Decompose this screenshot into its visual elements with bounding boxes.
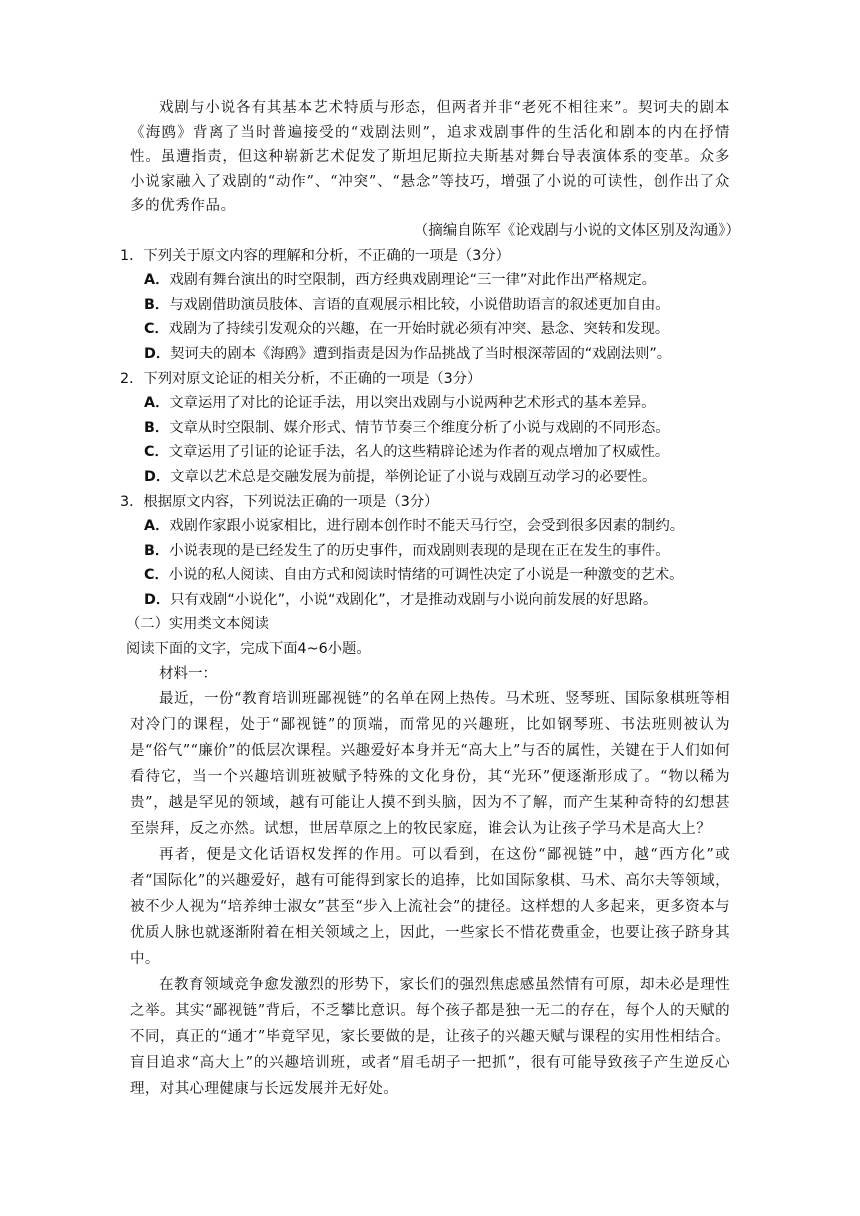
section-title: （二）实用类文本阅读 — [126, 616, 269, 633]
option-letter: D． — [144, 468, 171, 485]
document-page — [120, 96, 740, 1102]
option-text: 戏剧作家跟小说家相比，进行剧本创作时不能天马行空，会受到很多因素的制约。 — [169, 518, 685, 535]
option-text: 小说表现的是已经发生了的历史事件，而戏剧则表现的是现在正在发生的事件。 — [169, 542, 670, 559]
option-letter: C． — [144, 567, 169, 584]
question-option — [130, 416, 730, 441]
option-text: 只有戏剧“小说化”，小说“戏剧化”，才是推动戏剧与小说向前发展的好思路。 — [170, 591, 658, 608]
option-text: 文章以艺术总是交融发展为前提，举例论证了小说与戏剧互动学习的必要性。 — [170, 468, 657, 485]
question-option — [130, 268, 730, 293]
option-text: 契诃夫的剧本《海鸥》遭到指责是因为作品挑战了当时根深蒂固的“戏剧法则”。 — [170, 345, 672, 362]
option-letter: B． — [144, 542, 170, 559]
question-option — [130, 465, 730, 490]
option-letter: B． — [144, 296, 170, 313]
option-letter: A． — [144, 395, 170, 412]
material-paragraph: 在教育领域竞争愈发激烈的形势下，家长们的强烈焦虑感虽然情有可原，却未必是理性之举。其实“鄙视链”背后，不乏攀比意识。每个孩子都是独一无二的存在，每个人的天赋的不同，真正的“通才”毕竟罕见，家长要做的是，让孩子的兴趣天赋与课程的实用性相结合。盲目追求“高大上”的兴趣培训班，或者“眉毛胡子一把抓”，很有可能导致孩子产生逆反心理，对其心理健康与长远发展并无好处。 — [130, 977, 730, 1098]
question-option — [130, 342, 730, 367]
option-letter: D． — [144, 591, 171, 608]
question-3 — [120, 490, 730, 613]
option-text: 戏剧有舞台演出的时空限制，西方经典戏剧理论“三一律”对此作出严格规定。 — [169, 272, 656, 289]
question-option — [130, 588, 730, 613]
intro-paragraph: 戏剧与小说各有其基本艺术特质与形态，但两者并非“老死不相往来”。契诃夫的剧本《海鸥》背离了当时普遍接受的“戏剧法则”，追求戏剧事件的生活化和剧本的内在抒情性。虽遭指责，但这种崭新艺术促发了斯坦尼斯拉夫斯基对舞台导表演体系的变革。众多小说家融入了戏剧的“动作”、“冲突”、“悬念”等技巧，增强了小说的可读性，创作出了众多的优秀作品。 — [130, 100, 730, 215]
question-option — [130, 391, 730, 416]
option-text: 戏剧为了持续引发观众的兴趣，在一开始时就必须有冲突、悬念、突转和发现。 — [168, 321, 670, 338]
question-option — [130, 440, 730, 465]
material-paragraph: 最近，一份“教育培训班鄙视链”的名单在网上热传。马术班、竖琴班、国际象棋班等相对冷门的课程，处于“鄙视链”的顶端，而常见的兴趣班，比如钢琴班、书法班则被认为是“俗气”“廉价”的低层次课程。兴趣爱好本身并无“高大上”与否的属性，关键在于人们如何看待它，当一个兴趣培训班被赋予特殊的文化身份，其“光环”便逐渐形成了。“物以稀为贵”，越是罕见的领域，越有可能让人摸不到头脑，因为不了解，而产生某种奇特的幻想甚至崇拜，反之亦然。试想，世居草原之上的牧民家庭，谁会认为让孩子学马术是高大上？ — [130, 691, 730, 838]
option-text: 小说的私人阅读、自由方式和阅读时情绪的可调性决定了小说是一种激变的艺术。 — [168, 567, 684, 584]
section-instruction: 阅读下面的文字，完成下面4~6小题。 — [126, 641, 371, 658]
option-letter: C． — [144, 321, 169, 338]
option-letter: B． — [144, 419, 170, 436]
citation: （摘编自陈军《论戏剧与小说的文体区别及沟通》） — [413, 222, 740, 239]
question-option — [130, 293, 730, 318]
option-letter: C． — [144, 444, 169, 461]
question-option — [130, 563, 730, 588]
option-letter: A． — [144, 272, 170, 289]
question-option — [130, 317, 730, 342]
question-option — [130, 539, 730, 564]
option-text: 与戏剧借助演员肢体、言语的直观展示相比较，小说借助语言的叙述更加自由。 — [169, 296, 670, 313]
question-2 — [120, 367, 730, 490]
option-letter: A． — [144, 518, 170, 535]
question-stem: 2．下列对原文论证的相关分析，不正确的一项是（3分） — [120, 370, 482, 387]
question-1 — [120, 244, 730, 367]
material-paragraph: 再者，便是文化话语权发挥的作用。可以看到，在这份“鄙视链”中，越“西方化”或者“国际化”的兴趣爱好，越有可能得到家长的追捧，比如国际象棋、马术、高尔夫等领域，被不少人视为“培养绅士淑女”甚至“步入上流社会”的捷径。这样想的人多起来，更多资本与优质人脉也就逐渐附着在相关领域之上，因此，一些家长不惜花费重金，也要让孩子跻身其中。 — [130, 847, 730, 968]
material-label: 材料一： — [159, 665, 217, 682]
option-text: 文章运用了对比的论证手法，用以突出戏剧与小说两种艺术形式的基本差异。 — [169, 395, 656, 412]
question-option — [130, 514, 730, 539]
option-text: 文章从时空限制、媒介形式、情节节奏三个维度分析了小说与戏剧的不同形态。 — [169, 419, 670, 436]
option-letter: D． — [144, 345, 171, 362]
option-text: 文章运用了引证的论证手法，名人的这些精辟论述为作者的观点增加了权威性。 — [168, 444, 670, 461]
question-stem: 1．下列关于原文内容的理解和分析，不正确的一项是（3分） — [120, 247, 510, 264]
question-stem: 3．根据原文内容，下列说法正确的一项是（3分） — [120, 493, 439, 510]
